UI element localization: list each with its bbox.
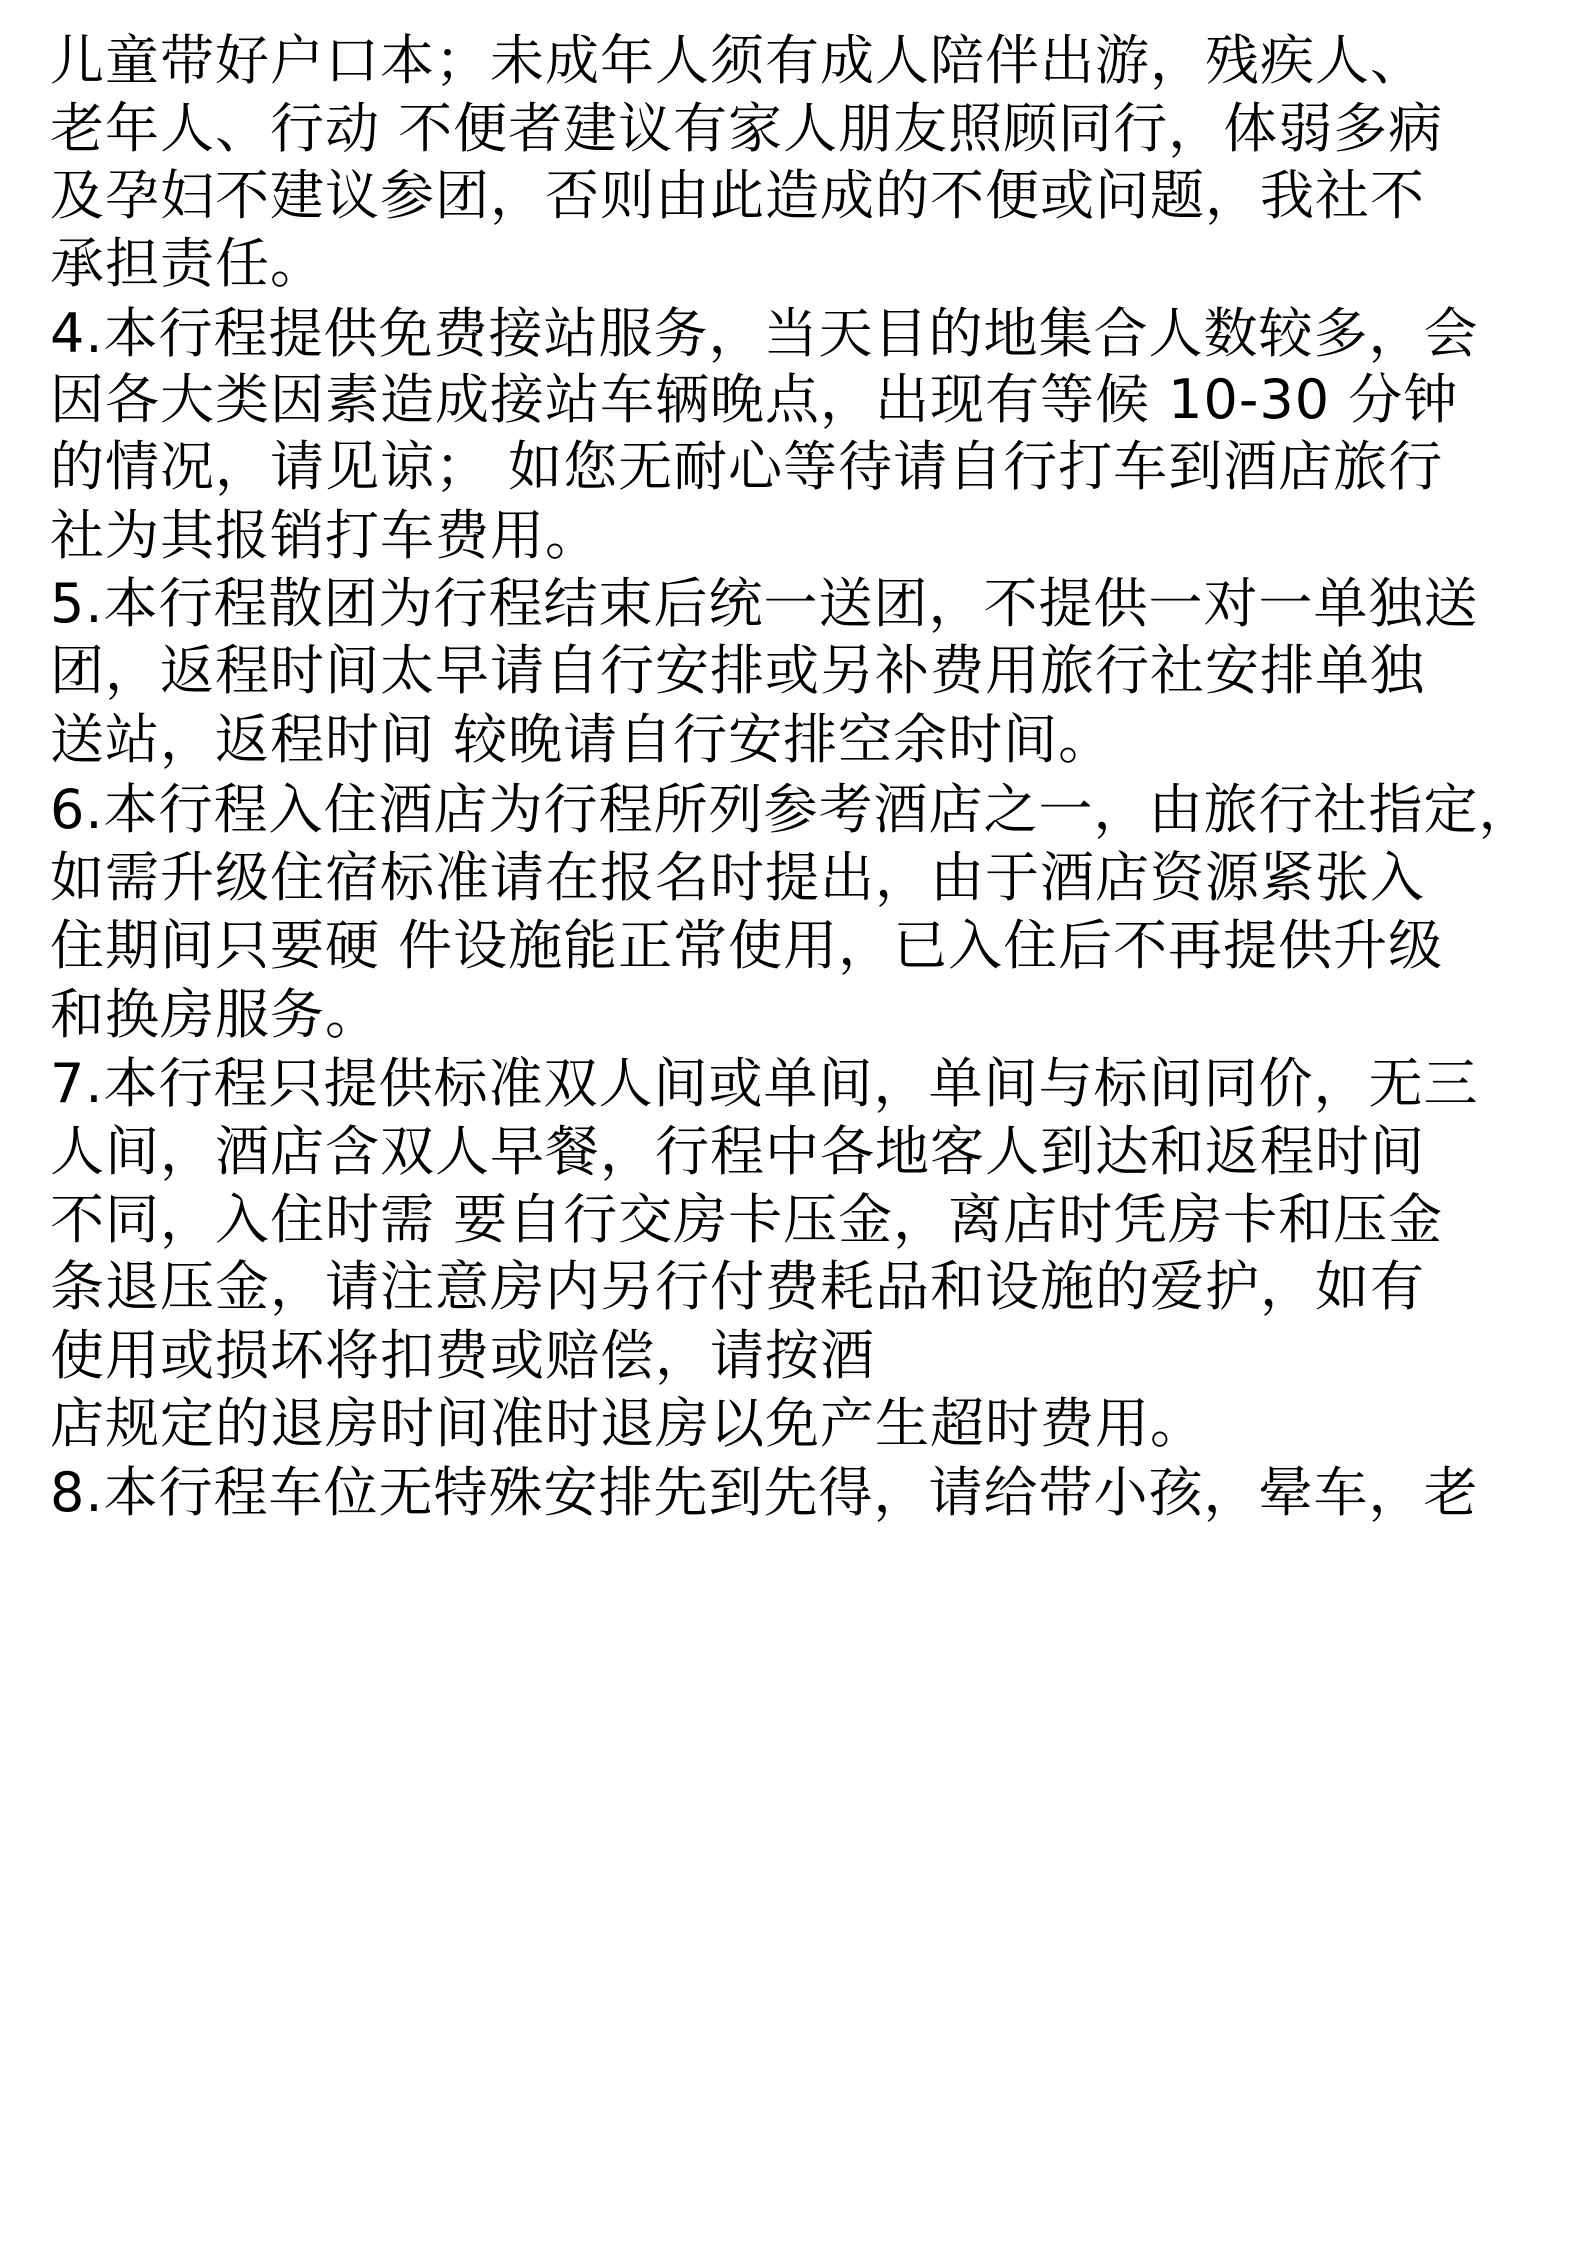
text-line-9: 5.本行程散团为行程结束后统一送团，不提供一对一单独送 xyxy=(50,572,1479,635)
text-line-7: 的情况，请见谅； 如您无耐心等待请自行打车到酒店旅行 xyxy=(50,435,1444,498)
text-line-5: 4.本行程提供免费接站服务，当天目的地集合人数较多，会 xyxy=(50,302,1479,365)
text-line-20: 使用或损坏将扣费或赔偿，请按酒 xyxy=(50,1324,875,1387)
text-line-4: 承担责任。 xyxy=(50,232,325,295)
text-line-12: 6.本行程入住酒店为行程所列参考酒店之一，由旅行社指定， xyxy=(50,778,1534,841)
text-line-3: 及孕妇不建议参团，否则由此造成的不便或问题，我社不 xyxy=(50,164,1425,227)
text-line-16: 7.本行程只提供标准双人间或单间，单间与标间同价，无三 xyxy=(50,1052,1479,1115)
text-line-8: 社为其报销打车费用。 xyxy=(50,504,600,567)
text-line-1: 儿童带好户口本；未成年人须有成人陪伴出游，残疾人、 xyxy=(50,29,1425,92)
text-line-15: 和换房服务。 xyxy=(50,983,380,1046)
text-line-2: 老年人、行动 不便者建议有家人朋友照顾同行，体弱多病 xyxy=(50,97,1444,160)
text-line-18: 不同，入住时需 要自行交房卡压金，离店时凭房卡和压金 xyxy=(50,1188,1444,1251)
text-line-13: 如需升级住宿标准请在报名时提出，由于酒店资源紧张入 xyxy=(50,846,1425,909)
text-line-17: 人间，酒店含双人早餐，行程中各地客人到达和返程时间 xyxy=(50,1120,1425,1183)
text-line-14: 住期间只要硬 件设施能正常使用，已入住后不再提供升级 xyxy=(50,914,1444,977)
text-line-10: 团，返程时间太早请自行安排或另补费用旅行社安排单独 xyxy=(50,639,1425,702)
text-line-6: 因各大类因素造成接站车辆晚点，出现有等候 10-30 分钟 xyxy=(50,368,1459,431)
text-line-21: 店规定的退房时间准时退房以免产生超时费用。 xyxy=(50,1392,1205,1455)
text-line-22: 8.本行程车位无特殊安排先到先得，请给带小孩，晕车，老 xyxy=(50,1461,1479,1524)
text-line-11: 送站，返程时间 较晚请自行安排空余时间。 xyxy=(50,708,1114,771)
text-line-19: 条退压金，请注意房内另行付费耗品和设施的爱护，如有 xyxy=(50,1255,1425,1318)
